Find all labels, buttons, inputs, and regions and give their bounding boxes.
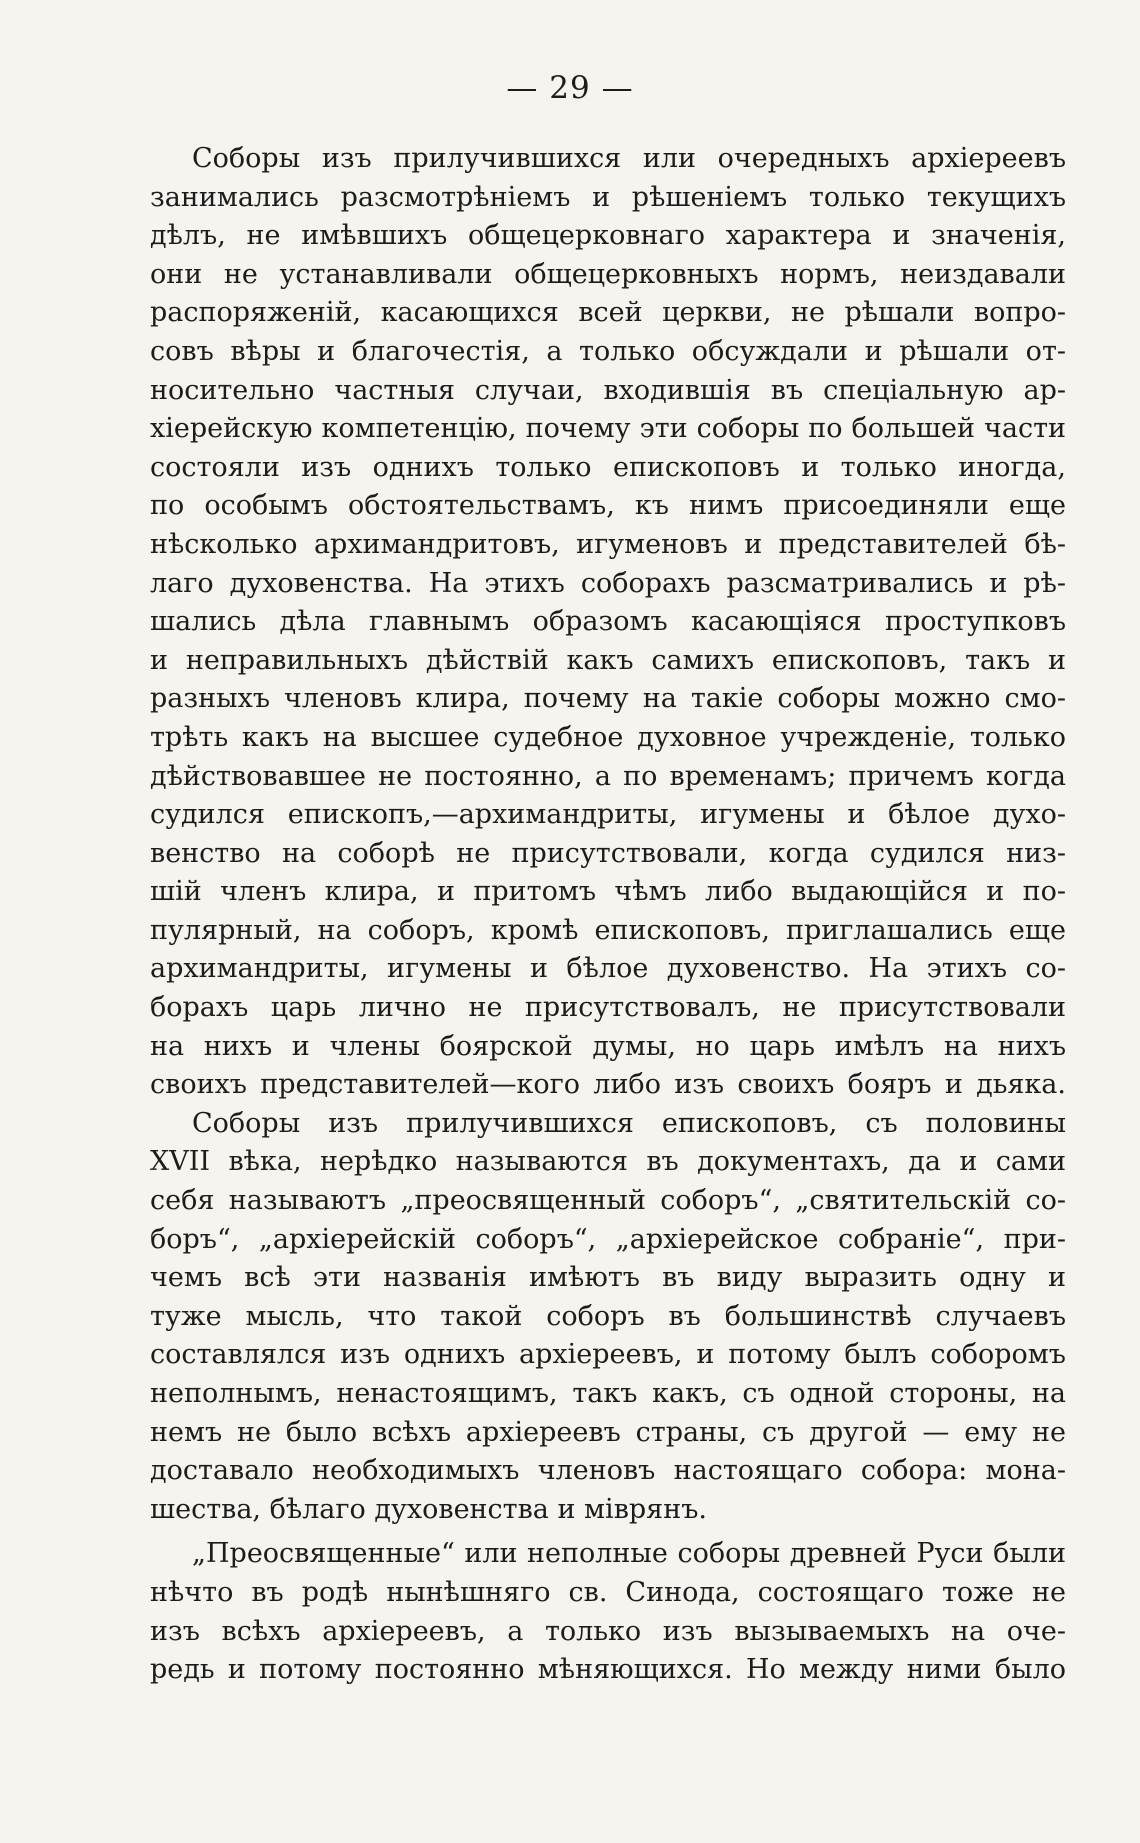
text-line: пулярный, на соборъ, кромѣ епископовъ, приглашались еще (150, 914, 1066, 946)
text-line: неполнымъ, ненастоящимъ, такъ какъ, съ одной стороны, на (150, 1378, 1066, 1409)
text-line: нѣчто въ родѣ нынѣшняго св. Синода, состоящаго тоже не (150, 1576, 1066, 1608)
text-line: редь и потому постоянно мѣняющихся. Но между ними было (150, 1654, 1066, 1686)
text-line: Соборы изъ прилучившихся или очередныхъ архіереевъ (192, 143, 1066, 174)
text-line: изъ всѣхъ архіереевъ, а только изъ вызываемыхъ на оче- (150, 1615, 1066, 1647)
text-line: составлялся изъ однихъ архіереевъ, и потому былъ соборомъ (150, 1339, 1066, 1371)
text-line: борахъ царь лично не присутствовалъ, не присутствовали (150, 992, 1066, 1024)
text-line: нѣсколько архимандритовъ, игуменовъ и представителей бѣ- (150, 528, 1066, 560)
text-line: хіерейскую компетенцію, почему эти соборы по большей части (150, 413, 1066, 445)
page-number: — 29 — (506, 70, 634, 106)
text-line: боръ“, „архіерейскій соборъ“, „архіерейское собраніе“, при- (150, 1223, 1066, 1255)
text-line: Соборы изъ прилучившихся епископовъ, съ половины (192, 1107, 1066, 1139)
text-line: шества, бѣлаго духовенства и міврянъ. (150, 1493, 707, 1525)
text-line: дѣлъ, не имѣвшихъ общецерковнаго характера и значенія, (150, 220, 1066, 252)
text-line: разныхъ членовъ клира, почему на такіе соборы можно смо- (150, 683, 1066, 715)
text-line: шались дѣла главнымъ образомъ касающіяся проступковъ (150, 606, 1066, 638)
text-line: чемъ всѣ эти названія имѣютъ въ виду выразить одну и (150, 1262, 1066, 1294)
text-line: себя называютъ „преосвященный соборъ“, „святительскій со- (150, 1185, 1066, 1217)
text-line: XVII вѣка, нерѣдко называются въ документахъ, да и сами (150, 1146, 1066, 1178)
text-line: и неправильныхъ дѣйствій какъ самихъ епископовъ, такъ и (150, 644, 1066, 676)
body-text (150, 140, 1066, 1690)
text-line: дѣйствовавшее не постоянно, а по временамъ; причемъ когда (150, 760, 1066, 792)
text-line: распоряженій, касающихся всей церкви, не рѣшали вопро- (150, 297, 1066, 329)
text-line: доставало необходимыхъ членовъ настоящаго собора: мона- (150, 1455, 1066, 1487)
text-line: немъ не было всѣхъ архіереевъ страны, съ другой — ему не (150, 1416, 1066, 1448)
text-line: состояли изъ однихъ только епископовъ и только иногда, (150, 451, 1066, 483)
text-line: туже мысль, что такой соборъ въ большинствѣ случаевъ (150, 1300, 1066, 1332)
text-line: они не устанавливали общецерковныхъ нормъ, неиздавали (150, 258, 1066, 290)
text-line: судился епископъ,—архимандриты, игумены и бѣлое духо- (150, 799, 1066, 831)
text-line: по особымъ обстоятельствамъ, къ нимъ присоединяли еще (150, 490, 1066, 522)
text-line: „Преосвященные“ или неполные соборы древней Руси были (192, 1538, 1066, 1570)
text-line: архимандриты, игумены и бѣлое духовенство. На этихъ со- (150, 953, 1066, 985)
text-line: лаго духовенства. На этихъ соборахъ разсматривались и рѣ- (150, 567, 1066, 599)
text-line: совъ вѣры и благочестія, а только обсуждали и рѣшали от- (150, 335, 1066, 367)
text-line: венство на соборѣ не присутствовали, когда судился низ- (150, 837, 1066, 869)
text-line: своихъ представителей—кого либо изъ своихъ бояръ и дьяка. (150, 1069, 1066, 1101)
text-line: шій членъ клира, и притомъ чѣмъ либо выдающійся и по- (150, 876, 1066, 908)
text-line: занимались разсмотрѣніемъ и рѣшеніемъ только текущихъ (150, 181, 1066, 213)
text-line: трѣть какъ на высшее судебное духовное учрежденіе, только (150, 721, 1066, 753)
text-line: на нихъ и члены боярской думы, но царь имѣлъ на нихъ (150, 1030, 1066, 1062)
text-line: носительно частныя случаи, входившія въ спеціальную ар- (150, 374, 1066, 406)
